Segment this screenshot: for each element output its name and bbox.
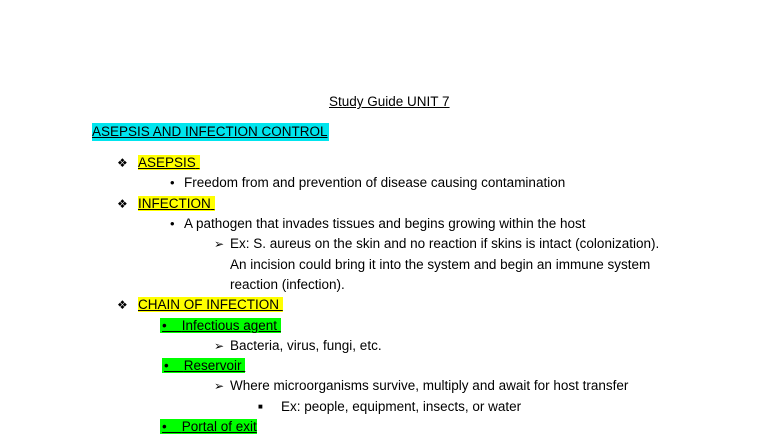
reservoir-examples: Ex: people, equipment, insects, or water bbox=[281, 399, 522, 414]
infection-example-line-3: reaction (infection). bbox=[230, 277, 345, 292]
diamond-bullet-icon: ❖ bbox=[117, 197, 128, 211]
chain-label: CHAIN OF INFECTION bbox=[138, 297, 279, 312]
portal-label: Portal of exit bbox=[181, 419, 257, 434]
page-title: Study Guide UNIT 7 bbox=[329, 94, 450, 109]
diamond-bullet-icon: ❖ bbox=[117, 156, 128, 170]
bullet-dot-icon: • bbox=[170, 175, 175, 190]
square-bullet-icon: ■ bbox=[258, 402, 263, 411]
item-asepsis bbox=[138, 154, 200, 172]
reservoir-label: Reservoir bbox=[183, 358, 242, 373]
item-portal-of-exit: • Portal of exit bbox=[162, 419, 257, 434]
agent-label: Infectious agent bbox=[181, 318, 278, 333]
infection-definition: A pathogen that invades tissues and begins growing within the host bbox=[184, 216, 586, 231]
arrow-bullet-icon: ➢ bbox=[214, 237, 225, 251]
infection-label: INFECTION bbox=[138, 196, 211, 211]
infection-example-line-2: An incision could bring it into the system and begin an immune system bbox=[230, 257, 651, 272]
item-chain-of-infection bbox=[138, 296, 283, 314]
bullet-dot-icon: • bbox=[170, 216, 175, 231]
item-reservoir: • Reservoir bbox=[162, 357, 245, 375]
item-infection bbox=[138, 195, 215, 213]
arrow-bullet-icon: ➢ bbox=[214, 339, 225, 353]
section-heading: ASEPSIS AND INFECTION CONTROL bbox=[92, 124, 328, 139]
reservoir-definition: Where microorganisms survive, multiply and await for host transfer bbox=[230, 378, 629, 393]
asepsis-definition: Freedom from and prevention of disease causing contamination bbox=[184, 175, 566, 190]
infection-example-line-1: Ex: S. aureus on the skin and no reaction if skins is intact (colonization). bbox=[230, 236, 660, 251]
arrow-bullet-icon: ➢ bbox=[214, 379, 225, 393]
asepsis-label: ASEPSIS bbox=[138, 155, 196, 170]
agent-examples: Bacteria, virus, fungi, etc. bbox=[230, 338, 382, 353]
item-infectious-agent: • Infectious agent bbox=[160, 317, 281, 335]
diamond-bullet-icon: ❖ bbox=[117, 298, 128, 312]
